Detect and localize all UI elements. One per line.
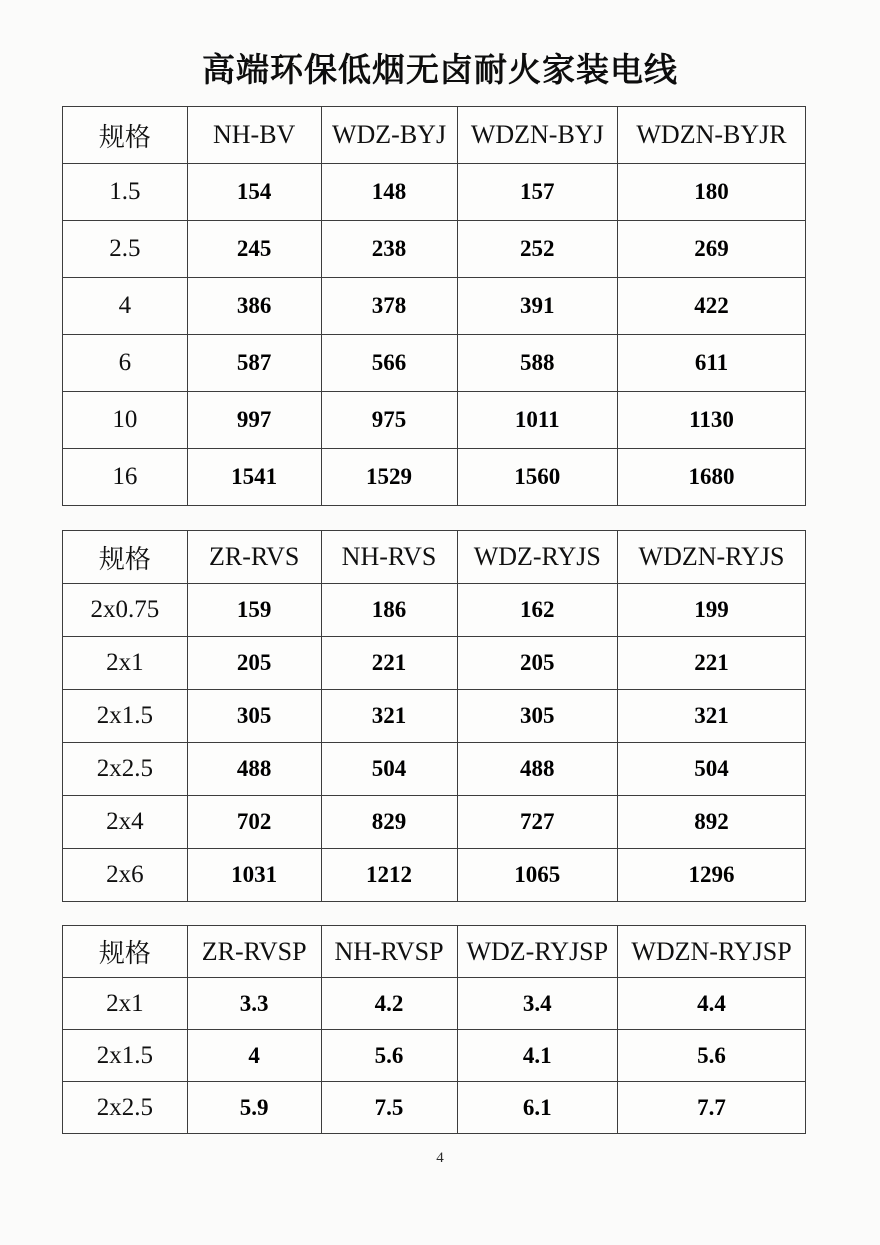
spec-value: 305 xyxy=(187,690,321,743)
row-label: 2x0.75 xyxy=(63,584,188,637)
column-header: WDZN-RYJS xyxy=(618,531,806,584)
spec-value: 162 xyxy=(457,584,617,637)
spec-value: 6.1 xyxy=(457,1082,617,1134)
spec-value: 386 xyxy=(187,278,321,335)
spec-value: 1529 xyxy=(321,449,457,506)
spec-value: 5.6 xyxy=(618,1030,806,1082)
spec-value: 305 xyxy=(457,690,617,743)
row-label: 6 xyxy=(63,335,188,392)
column-header: 规格 xyxy=(63,107,188,164)
header-row xyxy=(63,107,806,164)
row-label: 1.5 xyxy=(63,164,188,221)
spec-value: 829 xyxy=(321,796,457,849)
row-label: 2x1 xyxy=(63,978,188,1030)
spec-value: 205 xyxy=(187,637,321,690)
spec-table-2 xyxy=(62,530,806,902)
spec-value: 588 xyxy=(457,335,617,392)
spec-value: 269 xyxy=(618,221,806,278)
spec-value: 1212 xyxy=(321,849,457,902)
row-label: 2x2.5 xyxy=(63,1082,188,1134)
spec-value: 4.1 xyxy=(457,1030,617,1082)
spec-value: 422 xyxy=(618,278,806,335)
table-row xyxy=(63,796,806,849)
table-row xyxy=(63,1030,806,1082)
table-row xyxy=(63,335,806,392)
spec-value: 186 xyxy=(321,584,457,637)
column-header: WDZN-BYJ xyxy=(457,107,617,164)
table-row xyxy=(63,164,806,221)
spec-value: 252 xyxy=(457,221,617,278)
spec-table-3 xyxy=(62,925,806,1134)
row-label: 2x6 xyxy=(63,849,188,902)
column-header: ZR-RVS xyxy=(187,531,321,584)
spec-value: 488 xyxy=(457,743,617,796)
spec-value: 892 xyxy=(618,796,806,849)
spec-value: 221 xyxy=(618,637,806,690)
spec-value: 148 xyxy=(321,164,457,221)
column-header: 规格 xyxy=(63,531,188,584)
spec-value: 180 xyxy=(618,164,806,221)
spec-value: 7.5 xyxy=(321,1082,457,1134)
spec-value: 488 xyxy=(187,743,321,796)
table-row xyxy=(63,584,806,637)
spec-value: 4.2 xyxy=(321,978,457,1030)
spec-value: 504 xyxy=(618,743,806,796)
spec-value: 7.7 xyxy=(618,1082,806,1134)
table-row xyxy=(63,392,806,449)
spec-value: 238 xyxy=(321,221,457,278)
column-header: WDZ-RYJS xyxy=(457,531,617,584)
spec-value: 566 xyxy=(321,335,457,392)
table-row xyxy=(63,743,806,796)
row-label: 2.5 xyxy=(63,221,188,278)
spec-value: 221 xyxy=(321,637,457,690)
spec-value: 975 xyxy=(321,392,457,449)
column-header: NH-RVSP xyxy=(321,926,457,978)
table-row xyxy=(63,449,806,506)
row-label: 2x1 xyxy=(63,637,188,690)
spec-value: 245 xyxy=(187,221,321,278)
page-number: 4 xyxy=(436,1150,444,1166)
spec-value: 157 xyxy=(457,164,617,221)
table-row xyxy=(63,1082,806,1134)
spec-value: 5.6 xyxy=(321,1030,457,1082)
spec-value: 3.4 xyxy=(457,978,617,1030)
column-header: 规格 xyxy=(63,926,188,978)
spec-value: 391 xyxy=(457,278,617,335)
spec-value: 205 xyxy=(457,637,617,690)
spec-value: 321 xyxy=(321,690,457,743)
spec-value: 611 xyxy=(618,335,806,392)
spec-value: 5.9 xyxy=(187,1082,321,1134)
spec-value: 1560 xyxy=(457,449,617,506)
spec-value: 1130 xyxy=(618,392,806,449)
spec-value: 159 xyxy=(187,584,321,637)
spec-value: 3.3 xyxy=(187,978,321,1030)
column-header: WDZN-BYJR xyxy=(618,107,806,164)
table-row xyxy=(63,637,806,690)
table-row xyxy=(63,978,806,1030)
spec-value: 702 xyxy=(187,796,321,849)
row-label: 10 xyxy=(63,392,188,449)
spec-value: 727 xyxy=(457,796,617,849)
table-row xyxy=(63,278,806,335)
column-header: NH-RVS xyxy=(321,531,457,584)
column-header: NH-BV xyxy=(187,107,321,164)
spec-value: 154 xyxy=(187,164,321,221)
column-header: WDZN-RYJSP xyxy=(618,926,806,978)
spec-value: 1031 xyxy=(187,849,321,902)
header-row xyxy=(63,926,806,978)
header-row xyxy=(63,531,806,584)
row-label: 16 xyxy=(63,449,188,506)
table-row xyxy=(63,849,806,902)
spec-value: 1541 xyxy=(187,449,321,506)
row-label: 2x1.5 xyxy=(63,690,188,743)
spec-value: 199 xyxy=(618,584,806,637)
table-row xyxy=(63,221,806,278)
spec-value: 504 xyxy=(321,743,457,796)
spec-value: 4.4 xyxy=(618,978,806,1030)
row-label: 4 xyxy=(63,278,188,335)
row-label: 2x2.5 xyxy=(63,743,188,796)
column-header: WDZ-RYJSP xyxy=(457,926,617,978)
column-header: ZR-RVSP xyxy=(187,926,321,978)
spec-value: 321 xyxy=(618,690,806,743)
page-title: 高端环保低烟无卤耐火家装电线 xyxy=(202,53,678,89)
table-row xyxy=(63,690,806,743)
spec-table-1 xyxy=(62,106,806,506)
spec-value: 1011 xyxy=(457,392,617,449)
column-header: WDZ-BYJ xyxy=(321,107,457,164)
row-label: 2x1.5 xyxy=(63,1030,188,1082)
spec-value: 997 xyxy=(187,392,321,449)
spec-value: 1296 xyxy=(618,849,806,902)
spec-value: 1065 xyxy=(457,849,617,902)
spec-value: 1680 xyxy=(618,449,806,506)
spec-value: 378 xyxy=(321,278,457,335)
spec-value: 587 xyxy=(187,335,321,392)
row-label: 2x4 xyxy=(63,796,188,849)
spec-value: 4 xyxy=(187,1030,321,1082)
